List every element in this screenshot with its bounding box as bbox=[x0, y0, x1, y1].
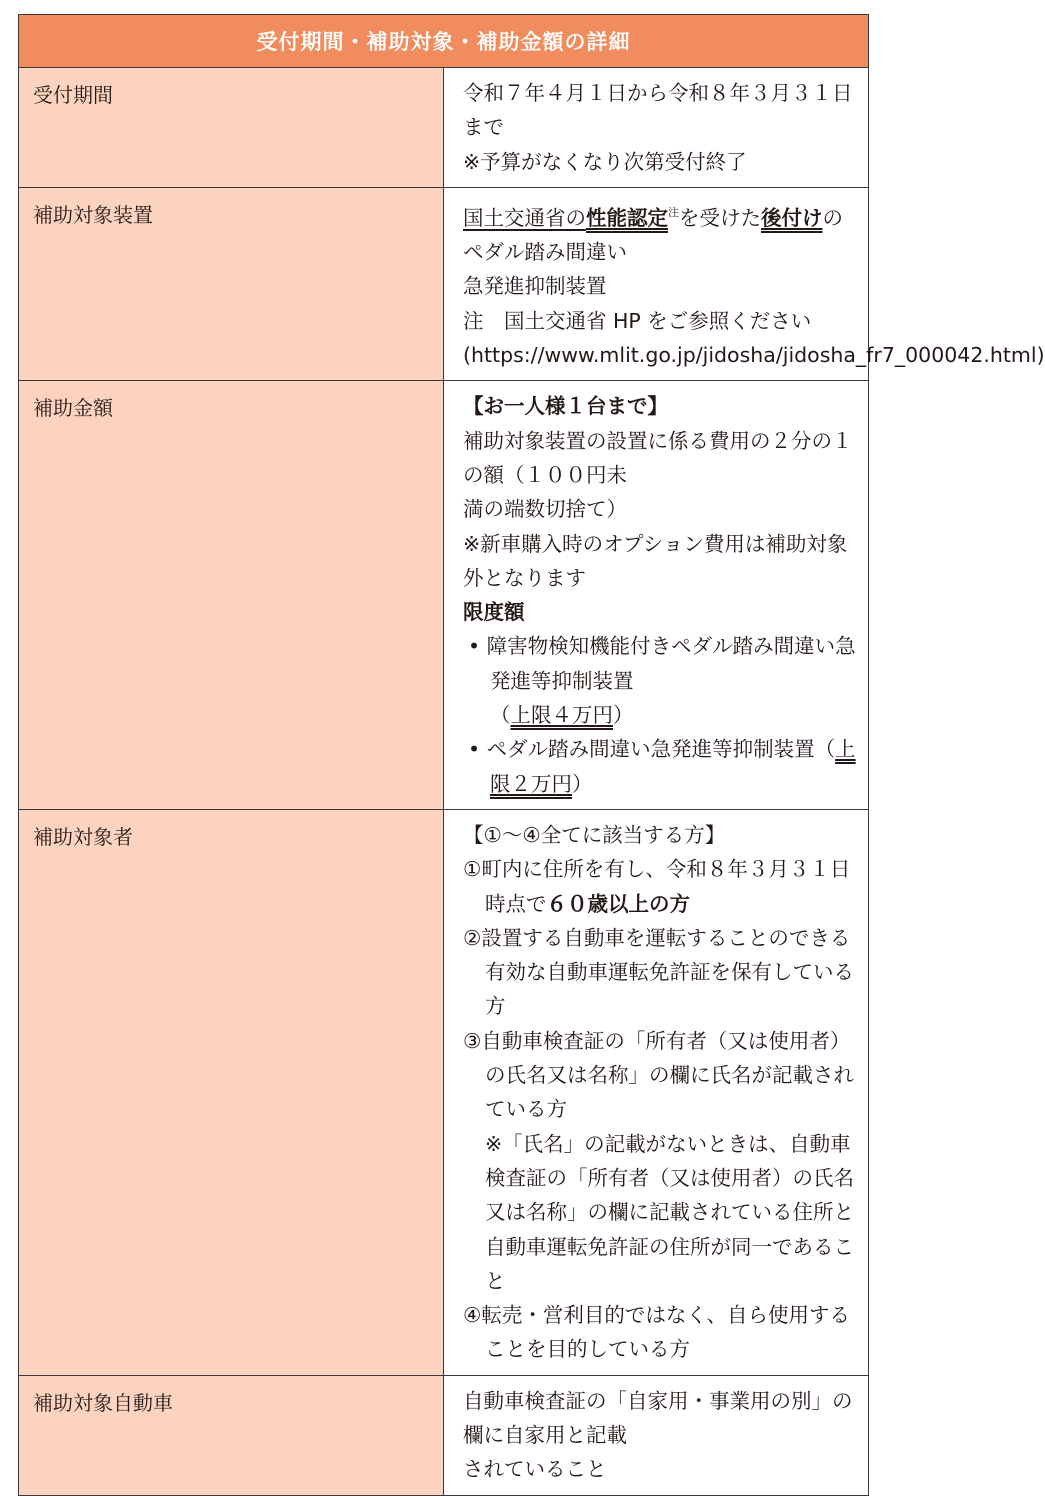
row-subsidy-amount bbox=[19, 381, 869, 810]
limit-item-2-text: ペダル踏み間違い急発進等抑制装置 bbox=[486, 737, 815, 762]
bullet-icon: • bbox=[468, 737, 481, 762]
row-label-eligible-persons: 補助対象者 bbox=[19, 809, 444, 1375]
row-label-reception-period: 受付期間 bbox=[19, 68, 444, 188]
limit-item-2: • ペダル踏み間違い急発進等抑制装置（上限２万円） bbox=[468, 737, 856, 796]
eligible-vehicle-line2: されていること bbox=[463, 1457, 607, 1482]
row-target-device bbox=[19, 187, 869, 380]
reception-period-dates: 令和７年４月１日から令和８年３月３１日まで bbox=[463, 81, 853, 140]
target-device-text-a: を受けた bbox=[679, 205, 761, 230]
condition-1-text: ①町内に住所を有し、令和８年３月３１日時点で bbox=[463, 857, 851, 916]
row-label-target-device: 補助対象装置 bbox=[19, 187, 444, 380]
option-note: ※新車購入時のオプション費用は補助対象外となります bbox=[463, 531, 848, 590]
condition-4: ④転売・営利目的ではなく、自ら使用することを目的している方 bbox=[463, 1303, 850, 1362]
subsidy-details-table-wrapper bbox=[18, 14, 1045, 1496]
eligible-vehicle-content bbox=[444, 1375, 869, 1495]
age-requirement: ６０歳以上 bbox=[546, 891, 649, 916]
bullet-icon: • bbox=[468, 634, 481, 659]
condition-1 bbox=[463, 852, 858, 921]
row-reception-period bbox=[19, 68, 869, 188]
retrofit-text: 後付け bbox=[761, 205, 823, 230]
note-mark: 注 bbox=[668, 205, 679, 219]
target-device-line1 bbox=[463, 196, 858, 270]
target-device-line2: 急発進抑制装置 bbox=[463, 274, 607, 299]
table-title: 受付期間・補助対象・補助金額の詳細 bbox=[19, 15, 869, 68]
limit-item-1: • 障害物検知機能付きペダル踏み間違い急発進等抑制装置 （上限４万円） bbox=[468, 634, 856, 728]
row-label-subsidy-amount: 補助金額 bbox=[19, 381, 444, 810]
condition-1-suffix: の方 bbox=[649, 891, 690, 916]
condition-3: ③自動車検査証の「所有者（又は使用者）の氏名又は名称」の欄に氏名が記載されている方 bbox=[463, 1028, 854, 1122]
performance-certification: 性能認定 bbox=[586, 205, 668, 230]
eligible-heading: 【①〜④全てに該当する方】 bbox=[463, 822, 726, 847]
target-device-url: (https://www.mlit.go.jp/jidosha/jidosha_fr7_000042.html) bbox=[463, 343, 1045, 368]
reception-period-content bbox=[444, 68, 869, 188]
subsidy-amount-content bbox=[444, 381, 869, 810]
header-row bbox=[19, 15, 869, 68]
limit-item-1-text: 障害物検知機能付きペダル踏み間違い急発進等抑制装置 bbox=[486, 634, 856, 693]
amount-desc-line1: 補助対象装置の設置に係る費用の２分の１の額（１００円未 bbox=[463, 428, 853, 487]
row-label-eligible-vehicle: 補助対象自動車 bbox=[19, 1375, 444, 1495]
amount-desc-line2: 満の端数切捨て） bbox=[463, 497, 627, 522]
limit-item-1-amount: 上限４万円 bbox=[510, 703, 613, 728]
row-eligible-persons bbox=[19, 809, 869, 1375]
condition-2: ②設置する自動車を運転することのできる有効な自動車運転免許証を保有している方 bbox=[463, 925, 854, 1019]
mlit-text: 国土交通省の bbox=[463, 205, 586, 230]
condition-3-note: ※「氏名」の記載がないときは、自動車検査証の「所有者（又は使用者）の氏名又は名称」の欄に記載されている住所と自動車運転免許証の住所が同一であること bbox=[485, 1131, 854, 1293]
eligible-vehicle-line1: 自動車検査証の「自家用・事業用の別」の欄に自家用と記載 bbox=[463, 1388, 853, 1447]
limit-heading: 限度額 bbox=[463, 600, 525, 625]
limit-item-2-amount: 上限２万円 bbox=[490, 737, 856, 796]
eligible-persons-content bbox=[444, 809, 869, 1375]
limit-per-person: 【お一人様１台まで】 bbox=[463, 394, 668, 419]
target-device-content bbox=[444, 187, 1045, 380]
subsidy-details-table bbox=[18, 14, 1045, 1496]
target-device-text-b: のペダル踏み間違い bbox=[463, 205, 843, 265]
row-eligible-vehicle bbox=[19, 1375, 869, 1495]
target-device-note: 注 国土交通省 HP をご参照ください bbox=[463, 308, 812, 333]
reception-period-note: ※予算がなくなり次第受付終了 bbox=[463, 149, 747, 174]
